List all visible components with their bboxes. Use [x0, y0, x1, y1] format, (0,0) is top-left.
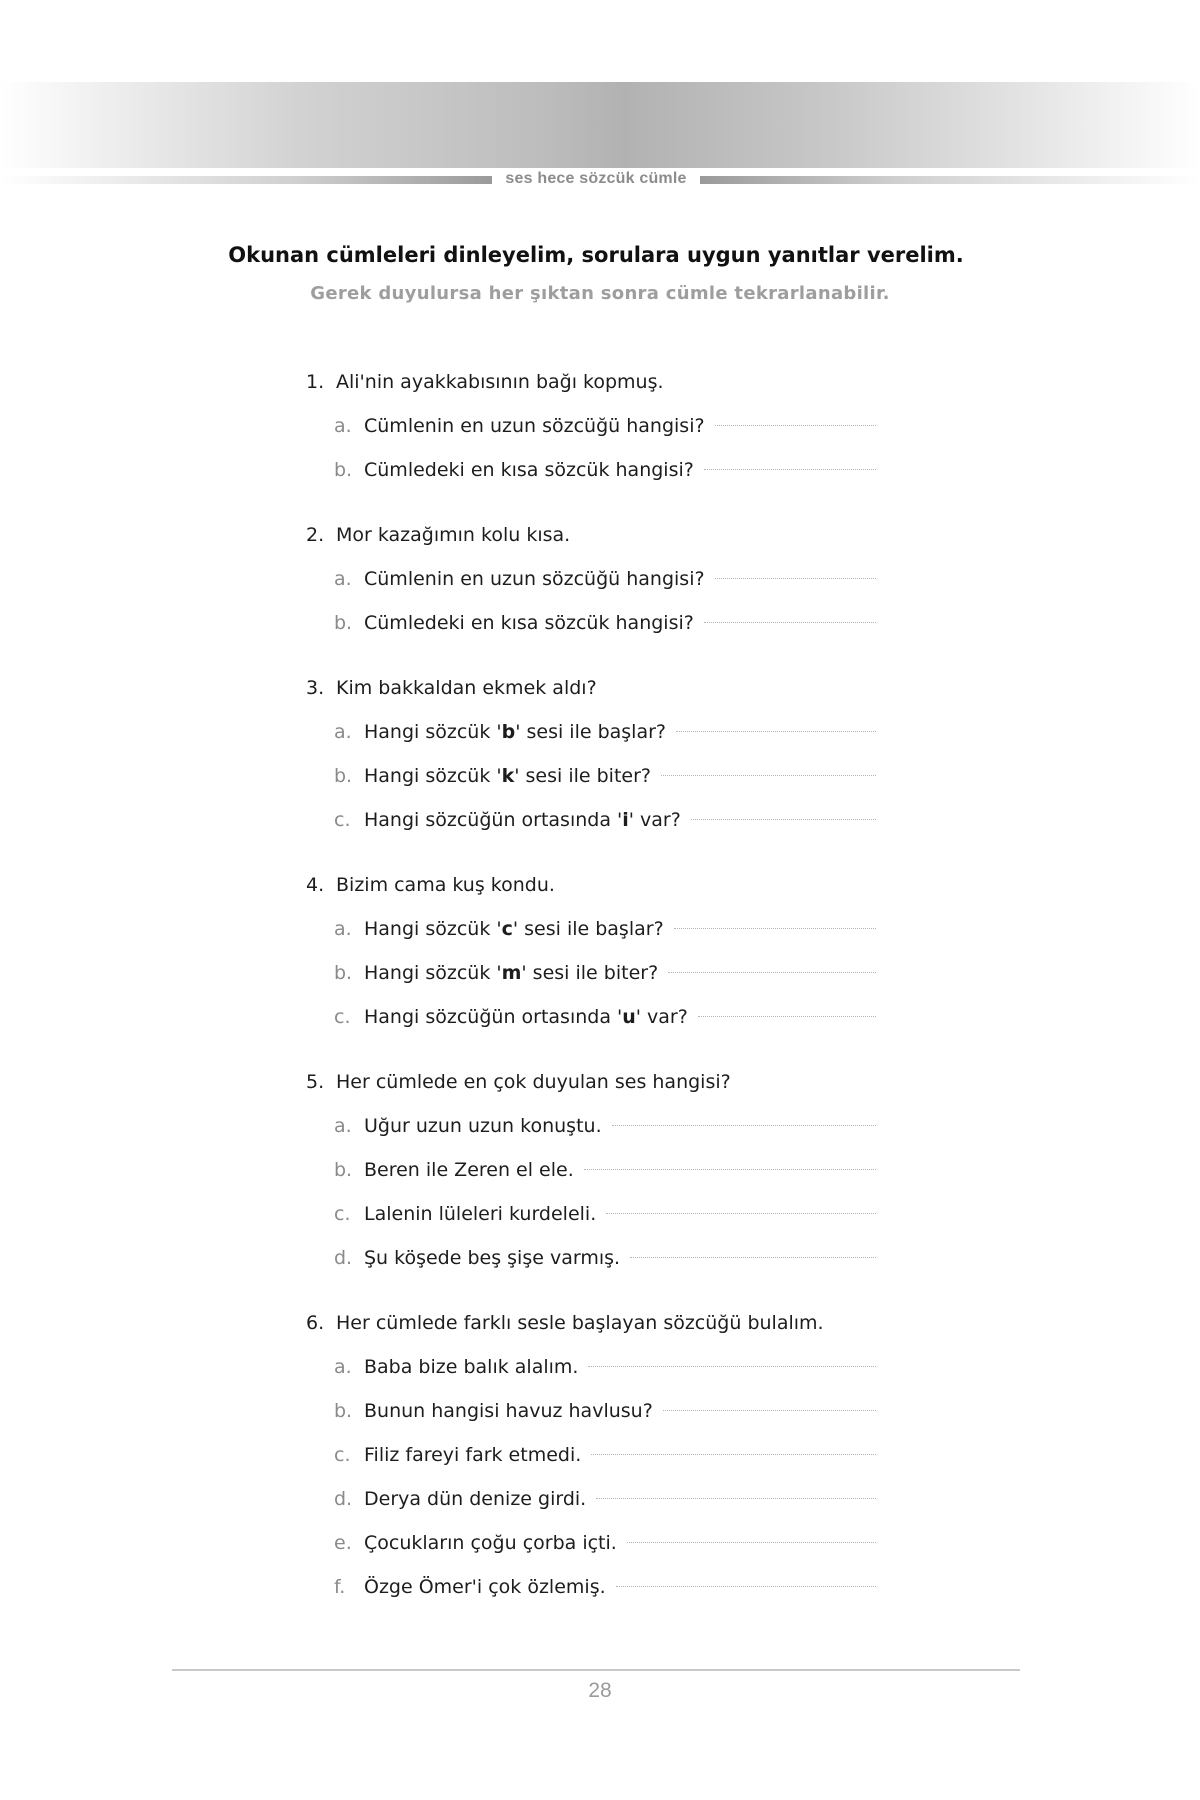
option-item	[334, 1345, 876, 1389]
answer-blank[interactable]	[612, 1124, 876, 1126]
option-text: Özge Ömer'i çok özlemiş.	[364, 1576, 606, 1598]
option-letter: b.	[334, 1400, 353, 1422]
answer-blank[interactable]	[715, 577, 876, 579]
answer-blank[interactable]	[584, 1168, 876, 1170]
question-number: 2.	[306, 524, 325, 546]
answer-blank[interactable]	[698, 1015, 876, 1017]
answer-blank[interactable]	[704, 468, 876, 470]
question-text: Her cümlede en çok duyulan ses hangisi?	[336, 1071, 731, 1093]
option-letter: a.	[334, 918, 352, 940]
question-6	[306, 1301, 876, 1609]
header-band	[0, 82, 1200, 168]
question-3	[306, 666, 876, 842]
option-item	[334, 1104, 876, 1148]
option-item	[334, 798, 876, 842]
option-letter: d.	[334, 1488, 353, 1510]
question-text: Her cümlede farklı sesle başlayan sözcüğü bulalım.	[336, 1312, 824, 1334]
option-target-letter: b	[501, 721, 516, 743]
option-text-post: ' sesi ile biter?	[514, 765, 651, 787]
option-list	[306, 404, 876, 492]
option-letter: a.	[334, 568, 352, 590]
option-text: Uğur uzun uzun konuştu.	[364, 1115, 602, 1137]
option-text	[364, 907, 664, 951]
option-item	[334, 1192, 876, 1236]
question-text: Mor kazağımın kolu kısa.	[336, 524, 571, 546]
question-number: 3.	[306, 677, 325, 699]
option-text: Cümlenin en uzun sözcüğü hangisi?	[364, 415, 705, 437]
option-text-pre: Hangi sözcük '	[364, 962, 502, 984]
option-letter: b.	[334, 1159, 353, 1181]
question-line	[306, 1060, 876, 1104]
answer-blank[interactable]	[596, 1497, 876, 1499]
option-letter: c.	[334, 1006, 351, 1028]
question-5	[306, 1060, 876, 1280]
option-text-pre: Hangi sözcük '	[364, 918, 502, 940]
option-item	[334, 1477, 876, 1521]
question-text: Bizim cama kuş kondu.	[336, 874, 555, 896]
question-4	[306, 863, 876, 1039]
footer-rule	[172, 1669, 1020, 1671]
answer-blank[interactable]	[691, 818, 876, 820]
option-text	[364, 951, 658, 995]
option-target-letter: m	[501, 962, 522, 984]
question-text: Kim bakkaldan ekmek aldı?	[336, 677, 597, 699]
question-number: 5.	[306, 1071, 325, 1093]
option-text	[364, 710, 666, 754]
option-item	[334, 557, 876, 601]
question-number: 1.	[306, 371, 325, 393]
option-text	[364, 754, 651, 798]
option-text-post: ' sesi ile başlar?	[512, 918, 664, 940]
option-item	[334, 995, 876, 1039]
option-letter: a.	[334, 1115, 352, 1137]
answer-blank[interactable]	[588, 1365, 876, 1367]
option-item	[334, 710, 876, 754]
question-line	[306, 360, 876, 404]
option-text: Derya dün denize girdi.	[364, 1488, 587, 1510]
header-label: ses hece sözcük cümle	[505, 170, 687, 187]
instructions-subtitle: Gerek duyulursa her şıktan sonra cümle tekrarlanabilir.	[310, 283, 890, 304]
option-item	[334, 1433, 876, 1477]
option-item	[334, 1236, 876, 1280]
answer-blank[interactable]	[715, 424, 876, 426]
option-text-post: ' sesi ile biter?	[521, 962, 659, 984]
option-item	[334, 1565, 876, 1609]
option-item	[334, 601, 876, 645]
option-text: Beren ile Zeren el ele.	[364, 1159, 574, 1181]
answer-blank[interactable]	[616, 1585, 876, 1587]
instructions	[0, 243, 1200, 304]
option-letter: a.	[334, 721, 352, 743]
option-text: Cümlenin en uzun sözcüğü hangisi?	[364, 568, 705, 590]
option-text-pre: Hangi sözcüğün ortasında '	[364, 809, 623, 831]
option-letter: d.	[334, 1247, 353, 1269]
option-list	[306, 907, 876, 1039]
question-line	[306, 863, 876, 907]
answer-blank[interactable]	[704, 621, 876, 623]
option-target-letter: u	[622, 1006, 636, 1028]
answer-blank[interactable]	[627, 1541, 876, 1543]
option-item	[334, 951, 876, 995]
option-item	[334, 907, 876, 951]
header-rule-right	[700, 176, 1200, 184]
question-text: Ali'nin ayakkabısının bağı kopmuş.	[336, 371, 664, 393]
option-text: Baba bize balık alalım.	[364, 1356, 579, 1378]
option-target-letter: c	[501, 918, 513, 940]
question-line	[306, 666, 876, 710]
question-line	[306, 513, 876, 557]
option-letter: f.	[334, 1576, 346, 1598]
option-text-pre: Hangi sözcük '	[364, 721, 502, 743]
option-text: Çocukların çoğu çorba içti.	[364, 1532, 617, 1554]
option-text-pre: Hangi sözcüğün ortasında '	[364, 1006, 623, 1028]
option-list	[306, 1104, 876, 1280]
option-letter: b.	[334, 962, 353, 984]
option-text-pre: Hangi sözcük '	[364, 765, 502, 787]
option-list	[306, 557, 876, 645]
option-letter: c.	[334, 1444, 351, 1466]
option-text	[364, 798, 681, 842]
option-target-letter: i	[622, 809, 629, 831]
option-text: Şu köşede beş şişe varmış.	[364, 1247, 621, 1269]
question-list	[306, 360, 876, 1630]
option-text: Cümledeki en kısa sözcük hangisi?	[364, 459, 694, 481]
answer-blank[interactable]	[668, 971, 876, 973]
option-item	[334, 1148, 876, 1192]
option-text: Filiz fareyi fark etmedi.	[364, 1444, 582, 1466]
option-item	[334, 754, 876, 798]
option-letter: b.	[334, 765, 353, 787]
answer-blank[interactable]	[661, 774, 876, 776]
instructions-title: Okunan cümleleri dinleyelim, sorulara uygun yanıtlar verelim.	[228, 243, 964, 267]
answer-blank[interactable]	[630, 1256, 876, 1258]
option-text: Bunun hangisi havuz havlusu?	[364, 1400, 653, 1422]
option-letter: c.	[334, 809, 351, 831]
header-rule-left	[0, 176, 492, 184]
option-letter: b.	[334, 612, 353, 634]
option-letter: a.	[334, 1356, 352, 1378]
option-text-post: ' var?	[635, 1006, 688, 1028]
option-list	[306, 710, 876, 842]
question-number: 6.	[306, 1312, 325, 1334]
option-text-post: ' var?	[628, 809, 681, 831]
question-line	[306, 1301, 876, 1345]
option-list	[306, 1345, 876, 1609]
answer-blank[interactable]	[591, 1453, 876, 1455]
answer-blank[interactable]	[663, 1409, 876, 1411]
option-item	[334, 448, 876, 492]
option-item	[334, 1389, 876, 1433]
option-item	[334, 404, 876, 448]
option-text-post: ' sesi ile başlar?	[515, 721, 666, 743]
question-number: 4.	[306, 874, 325, 896]
question-1	[306, 360, 876, 492]
option-item	[334, 1521, 876, 1565]
question-2	[306, 513, 876, 645]
answer-blank[interactable]	[606, 1212, 876, 1214]
option-letter: c.	[334, 1203, 351, 1225]
page-number: 28	[588, 1679, 612, 1702]
option-letter: e.	[334, 1532, 352, 1554]
option-letter: a.	[334, 415, 352, 437]
option-target-letter: k	[501, 765, 515, 787]
option-letter: b.	[334, 459, 353, 481]
answer-blank[interactable]	[676, 730, 876, 732]
option-text: Lalenin lüleleri kurdeleli.	[364, 1203, 597, 1225]
option-text	[364, 995, 688, 1039]
answer-blank[interactable]	[674, 927, 876, 929]
option-text: Cümledeki en kısa sözcük hangisi?	[364, 612, 694, 634]
